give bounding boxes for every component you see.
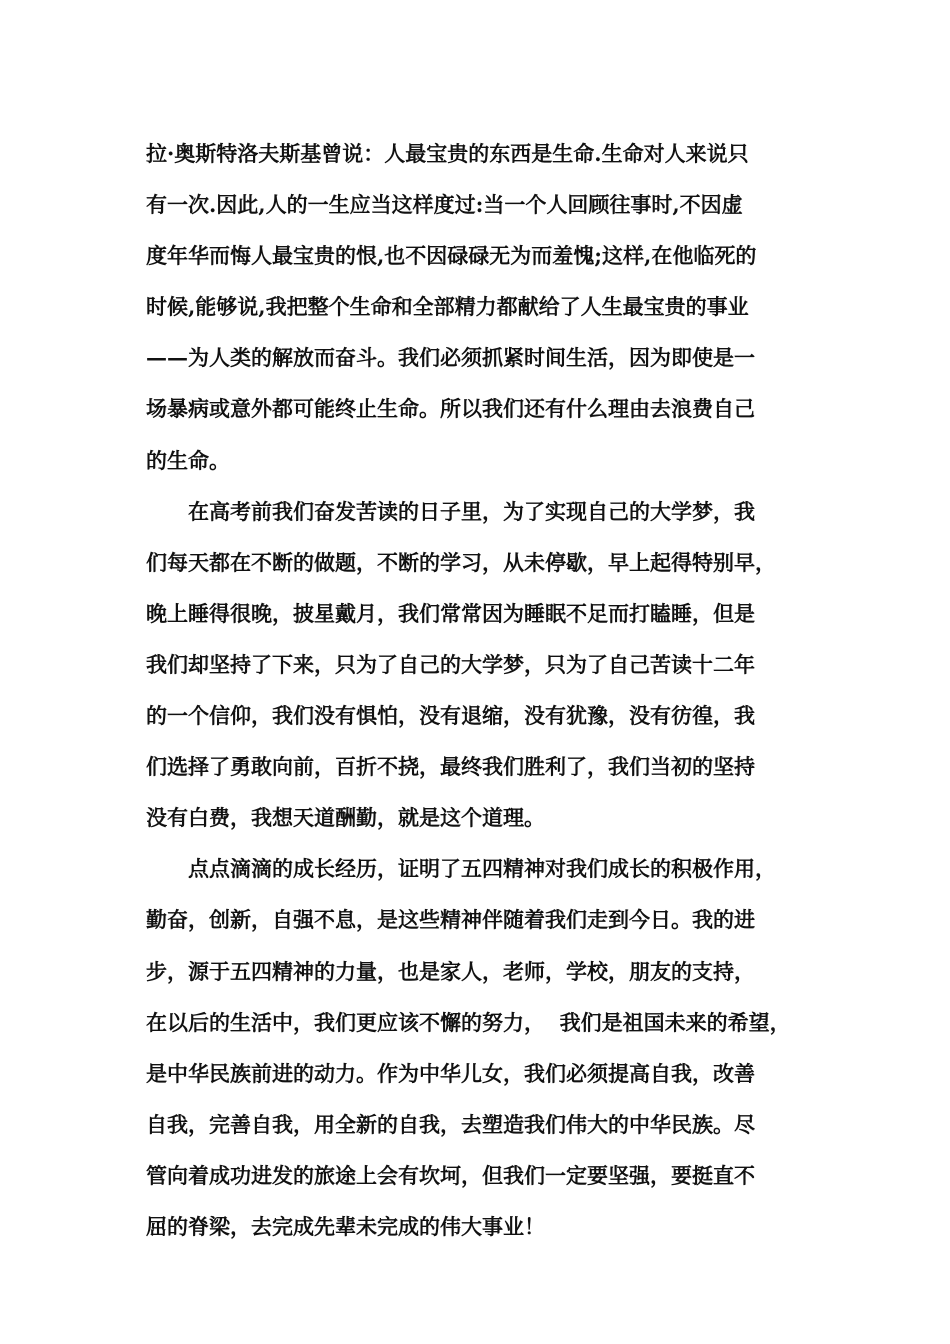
paragraph-2 xyxy=(146,486,816,844)
text-line: 点点滴滴的成长经历，证明了五四精神对我们成长的积极作用， xyxy=(188,856,776,882)
text-line: ——为人类的解放而奋斗。我们必须抓紧时间生活，因为即使是一 xyxy=(146,345,755,371)
text-line: 场暴病或意外都可能终止生命。所以我们还有什么理由去浪费自己 xyxy=(146,396,755,422)
paragraph-1 xyxy=(146,128,816,486)
text-line: 勤奋，创新，自强不息，是这些精神伴随着我们走到今日。我的进 xyxy=(146,907,755,933)
text-line: 有一次.因此,人的一生应当这样度过:当一个人回顾往事时,不因虚 xyxy=(146,192,743,218)
text-line: 我们却坚持了下来，只为了自己的大学梦，只为了自己苦读十二年 xyxy=(146,651,755,677)
text-line: 晚上睡得很晚，披星戴月，我们常常因为睡眠不足而打瞌睡，但是 xyxy=(146,600,755,626)
text-line: 在以后的生活中，我们更应该不懈的努力， 我们是祖国未来的希望， xyxy=(146,1009,791,1035)
text-line: 没有白费，我想天道酬勤，就是这个道理。 xyxy=(146,805,545,831)
text-line: 是中华民族前进的动力。作为中华儿女，我们必须提高自我，改善 xyxy=(146,1060,755,1086)
text-line: 拉·奥斯特洛夫斯基曾说：人最宝贵的东西是生命.生命对人来说只 xyxy=(146,141,749,166)
text-line: 在高考前我们奋发苦读的日子里，为了实现自己的大学梦，我 xyxy=(188,498,755,524)
text-line: 时候,能够说,我把整个生命和全部精力都献给了人生最宝贵的事业 xyxy=(146,294,749,320)
text-line: 们选择了勇敢向前，百折不挠，最终我们胜利了，我们当初的坚持 xyxy=(146,754,755,780)
text-line: 的生命。 xyxy=(146,447,230,473)
paragraph-3 xyxy=(146,843,816,1252)
text-line: 自我，完善自我，用全新的自我，去塑造我们伟大的中华民族。尽 xyxy=(146,1111,755,1137)
text-line: 度年华而悔人最宝贵的恨,也不因碌碌无为而羞愧;这样,在他临死的 xyxy=(146,243,757,269)
text-line: 的一个信仰，我们没有惧怕，没有退缩，没有犹豫，没有彷徨，我 xyxy=(146,703,755,729)
text-line: 步，源于五四精神的力量，也是家人，老师，学校，朋友的支持， xyxy=(146,958,755,984)
text-line: 们每天都在不断的做题，不断的学习，从未停歇，早上起得特别早， xyxy=(146,549,776,575)
text-line: 管向着成功进发的旅途上会有坎坷，但我们一定要坚强，要挺直不 xyxy=(146,1162,755,1188)
document-body xyxy=(146,128,816,1252)
text-line: 屈的脊梁，去完成先辈未完成的伟大事业！ xyxy=(146,1213,545,1239)
